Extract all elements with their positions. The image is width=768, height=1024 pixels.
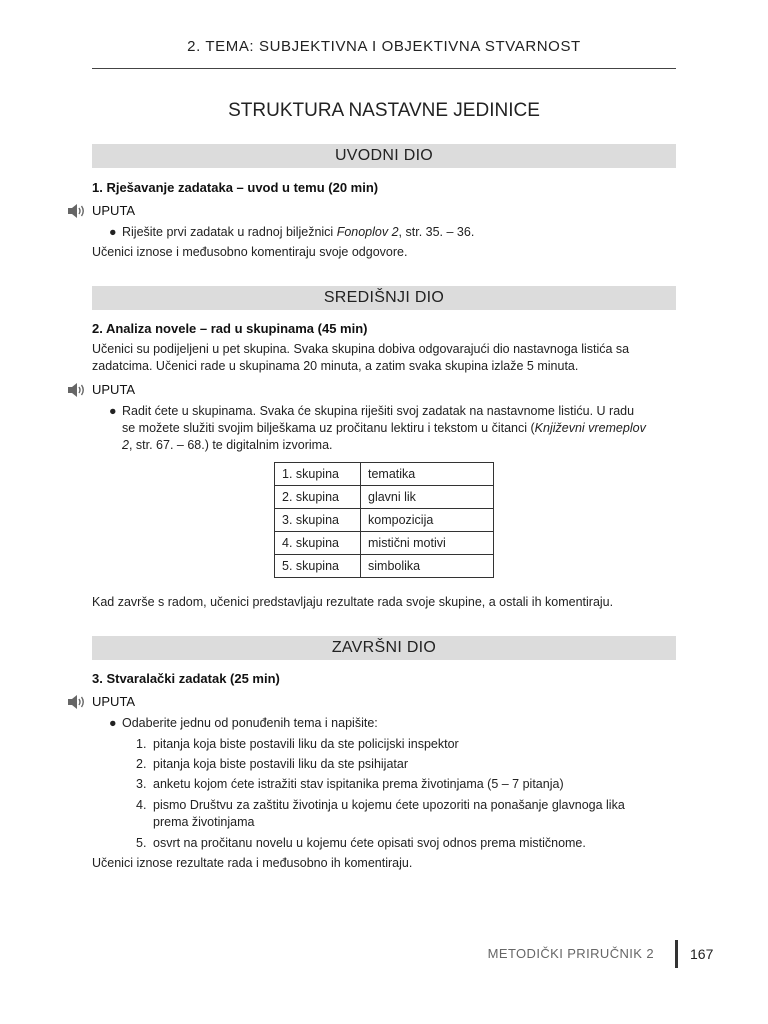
bullet-item: ● Odaberite jednu od ponuđenih tema i napišite: [109, 716, 378, 730]
paragraph: Učenici iznose i međusobno komentiraju svoje odgovore. [92, 245, 408, 259]
groups-table [274, 462, 494, 578]
uputa-label: UPUTA [92, 694, 136, 709]
bullet-dot: ● [109, 716, 117, 730]
footer-divider [675, 940, 678, 968]
paragraph: Kad završe s radom, učenici predstavljaju rezultate rada svoje skupine, a ostali ih komentiraju. [92, 595, 614, 609]
table-cell: mistični motivi [361, 532, 494, 555]
table-row [275, 509, 494, 532]
bullet-dot: ● [109, 225, 117, 239]
task-heading-2: 2. Analiza novele – rad u skupinama (45 min) [92, 321, 368, 336]
table-row [275, 486, 494, 509]
bullet-line: 2, str. 67. – 68.) te digitalnim izvorima. [122, 438, 333, 452]
speaker-icon [68, 204, 86, 218]
paragraph-line: Učenici su podijeljeni u pet skupina. Svaka skupina dobiva odgovarajući dio nastavnoga listića sa [92, 342, 630, 356]
table-cell: simbolika [361, 555, 494, 578]
table-cell: 4. skupina [275, 532, 361, 555]
uputa-3 [68, 694, 135, 709]
table-cell: 3. skupina [275, 509, 361, 532]
paragraph: Učenici iznose rezultate rada i međusobno ih komentiraju. [92, 856, 413, 870]
bullet-line: se možete služiti svojim bilješkama uz pročitanu lektiru i tekstom u čitanci (Književni vremeplov [122, 421, 646, 435]
table-cell: kompozicija [361, 509, 494, 532]
uputa-2 [68, 382, 135, 397]
uputa-label: UPUTA [92, 382, 136, 397]
running-header: 2. TEMA: SUBJEKTIVNA I OBJEKTIVNA STVARNOST [187, 38, 581, 55]
table-cell: 1. skupina [275, 463, 361, 486]
table-cell: glavni lik [361, 486, 494, 509]
table-cell: 5. skupina [275, 555, 361, 578]
section-bar-sredisnji: SREDIŠNJI DIO [92, 286, 676, 310]
table-row [275, 463, 494, 486]
bullet-item: ● Radit ćete u skupinama. Svaka će skupina riješiti svoj zadatak na nastavnome listiću. U radu [109, 404, 635, 418]
task-heading-3: 3. Stvaralački zadatak (25 min) [92, 671, 280, 686]
table-row [275, 555, 494, 578]
bullet-item: ● Riješite prvi zadatak u radnoj bilježnici Fonoplov 2, str. 35. – 36. [109, 225, 475, 239]
section-bar-zavrsni: ZAVRŠNI DIO [92, 636, 676, 660]
table-row [275, 532, 494, 555]
uputa-label: UPUTA [92, 203, 136, 218]
section-bar-uvodni: UVODNI DIO [92, 144, 676, 168]
header-rule [92, 68, 676, 69]
bullet-dot: ● [109, 404, 117, 418]
task-heading-1: 1. Rješavanje zadataka – uvod u temu (20 min) [92, 180, 379, 195]
paragraph-line: zadatcima. Učenici rade u skupinama 20 minuta, a zatim svaka skupina izlaže 5 minuta. [92, 359, 579, 373]
page-title: STRUKTURA NASTAVNE JEDINICE [228, 100, 540, 121]
table-cell: 2. skupina [275, 486, 361, 509]
uputa-1 [68, 203, 135, 218]
table-cell: tematika [361, 463, 494, 486]
page-number: 167 [690, 946, 714, 962]
speaker-icon [68, 383, 86, 397]
speaker-icon [68, 695, 86, 709]
footer-book-title: METODIČKI PRIRUČNIK 2 [487, 946, 654, 961]
